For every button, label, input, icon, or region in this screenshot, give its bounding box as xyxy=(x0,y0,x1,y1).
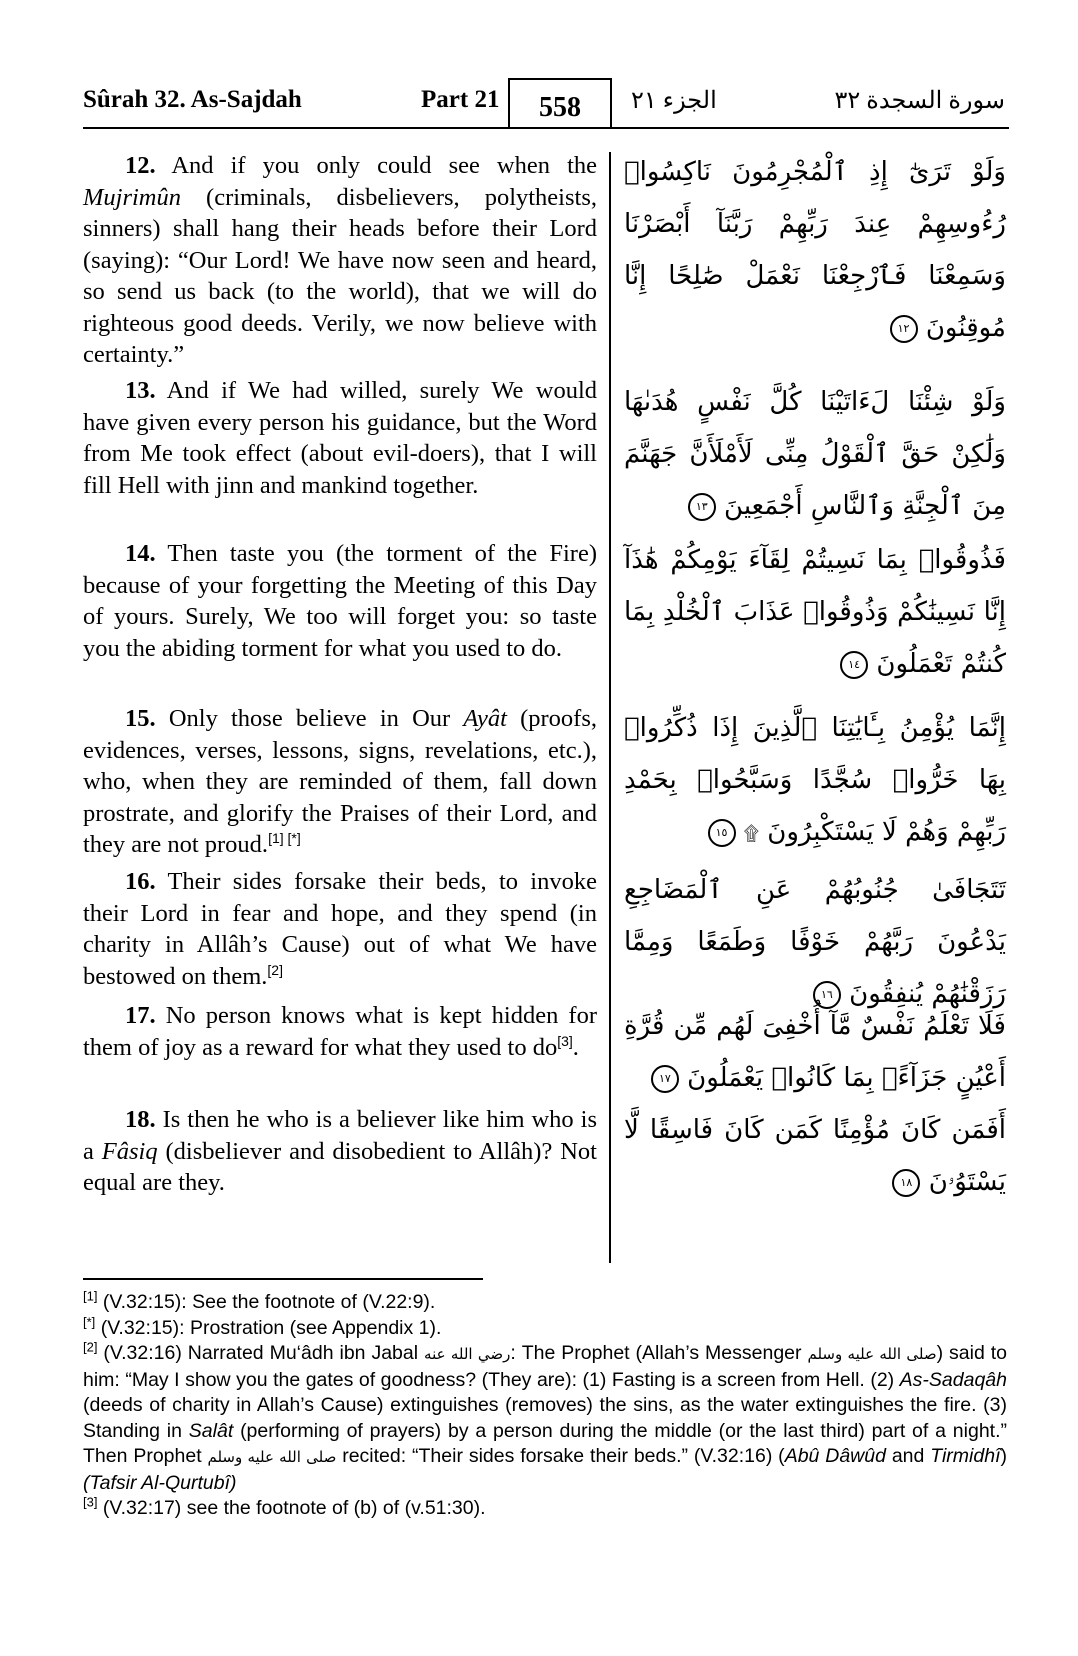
footnote-text: (deeds of charity in Allah’s Cause) extinguishes (removes) the sins, as the water extinguishes the fire. (3) Standing in xyxy=(83,1394,1007,1442)
footnote-text: and xyxy=(885,1445,931,1467)
verse-17-ar xyxy=(624,1000,1006,1104)
surah-title-en: Sûrah 32. As-Sajdah xyxy=(83,86,302,113)
footnote-ref[interactable]: [2] xyxy=(267,961,283,978)
verse-15-ar xyxy=(624,702,1006,859)
arabic-honorific: صلى الله عليه وسلم xyxy=(807,1345,937,1363)
footnote-term: Tirmidhî xyxy=(930,1445,1001,1467)
column-divider xyxy=(609,152,611,1263)
arabic-text: أَفَمَن كَانَ مُؤْمِنًا كَمَن كَانَ فَاسِقًا لَّا يَسْتَوُۥنَ xyxy=(624,1115,1006,1197)
verse-13-en xyxy=(83,375,597,501)
footnote-text: (V.32:15): See the footnote of (V.22:9). xyxy=(97,1291,436,1313)
arabic-text: وَلَوْ شِئْنَا لَءَاتَيْنَا كُلَّ نَفْسٍ هُدَىٰهَا وَلَٰكِنْ حَقَّ ٱلْقَوْلُ مِنِّى لَأَمْلَأَنَّ جَهَنَّمَ مِنَ ٱلْجِنَّةِ وَٱلنَّاسِ أَجْمَعِينَ xyxy=(624,387,1006,521)
header-rule xyxy=(83,127,1009,129)
footnote-term: Salât xyxy=(188,1419,234,1442)
ayah-marker: ١٤ xyxy=(840,651,868,679)
arabic-text: فَلَا تَعْلَمُ نَفْسٌ مَّآ أُخْفِىَ لَهُم مِّن قُرَّةِ أَعْيُنٍ جَزَآءًۢ بِمَا كَانُوا۟ يَعْمَلُونَ xyxy=(624,1011,1006,1093)
ayah-marker: ١٦ xyxy=(813,981,841,1009)
verse-text: Only those believe in Our xyxy=(155,705,464,732)
arabic-text: إِنَّمَا يُؤْمِنُ بِـَٔايَٰتِنَا ٱلَّذِينَ إِذَا ذُكِّرُوا۟ بِهَا خَرُّوا۟ سُجَّدًا وَسَبَّحُوا۟ بِحَمْدِ رَبِّهِمْ وَهُمْ لَا يَسْتَكْبِرُونَ xyxy=(624,713,1006,847)
surah-title-ar: سورة السجدة ٣٢ xyxy=(834,88,1005,114)
sajdah-marker: ۩ xyxy=(743,821,759,845)
verse-14-en xyxy=(83,538,597,664)
verse-14-ar xyxy=(624,534,1006,690)
verse-text: (criminals, disbelievers, polytheists, sinners) shall hang their heads before their Lord (saying): “Our Lord! We have now seen and heard, so send us back (to the world), that we will do righteous good deeds. Verily, we now believe with certainty.” xyxy=(83,183,597,368)
ayah-marker: ١٢ xyxy=(890,315,918,343)
footnote-ref[interactable]: [3] xyxy=(557,1032,573,1049)
verse-term: Fâsiq xyxy=(101,1137,158,1165)
footnote-term: As-Sadaqâh xyxy=(899,1368,1007,1391)
verse-text: . xyxy=(572,1033,579,1061)
verse-text: (proofs, evidences, verses, lessons, signs, revelations, etc.), who, when they are reminded of them, fall down prostrate, and glorify the Praises of their Lord, and they are not proud. xyxy=(83,705,597,858)
verse-number: 14. xyxy=(125,540,156,567)
verse-13-ar xyxy=(624,376,1006,532)
ayah-marker: ١٣ xyxy=(688,493,716,521)
footnote-term: (Tafsir Al-Qurtubî) xyxy=(83,1471,237,1494)
verse-12-en xyxy=(83,150,597,371)
page-number: 558 xyxy=(508,78,612,128)
verse-16-ar xyxy=(624,864,1006,1020)
footnote-marker: [*] xyxy=(83,1314,96,1329)
verse-text: And if you only could see when the xyxy=(155,152,597,179)
verse-18-en xyxy=(83,1104,597,1199)
footnote-rule xyxy=(83,1278,483,1280)
arabic-text: تَتَجَافَىٰ جُنُوبُهُمْ عَنِ ٱلْمَضَاجِعِ يَدْعُونَ رَبَّهُمْ خَوْفًا وَطَمَعًا وَمِمَّا رَزَقْنَٰهُمْ يُنفِقُونَ xyxy=(624,875,1006,1009)
verse-text: (disbeliever and disobedient to Allâh)? Not equal are they. xyxy=(83,1137,597,1196)
footnote-text: (V.32:16) Narrated Mu‘âdh ibn Jabal xyxy=(97,1342,425,1364)
footnote-text: (performing of prayers) by a person during the middle (or the last third) part of a night.” Then Prophet xyxy=(83,1419,1007,1467)
footnote-marker: [2] xyxy=(83,1339,98,1355)
footnote-text: ) said to him: “May I show you the gates of goodness? (They are): (1) Fasting is a screen from Hell. (2) xyxy=(83,1342,1007,1391)
part-label-en: Part 21 xyxy=(421,86,500,113)
verse-number: 17. xyxy=(125,1002,156,1029)
footnote-text: : The Prophet (Allah’s Messenger xyxy=(510,1342,808,1364)
footnote-2 xyxy=(83,1341,1007,1496)
verse-text: Their sides forsake their beds, to invoke their Lord in fear and hope, and they spend (in charity in Allâh’s Cause) out of what We have bestowed on them. xyxy=(83,868,597,990)
footnote-text: recited: “Their sides forsake their beds.” (V.32:16) ( xyxy=(336,1445,785,1467)
footnote-3 xyxy=(83,1496,1007,1522)
verse-17-en xyxy=(83,1000,597,1063)
footnote-text: (V.32:15): Prostration (see Appendix 1). xyxy=(95,1316,442,1339)
verse-18-ar xyxy=(624,1104,1006,1208)
verse-15-en xyxy=(83,703,597,861)
arabic-honorific: صلى الله عليه وسلم xyxy=(207,1448,337,1466)
footnote-text: (V.32:17) see the footnote of (b) of (v.51:30). xyxy=(97,1497,486,1519)
footnote-text: ) xyxy=(1000,1445,1007,1467)
verse-number: 15. xyxy=(125,705,156,732)
footnote-ref[interactable]: [1] [*] xyxy=(268,829,301,846)
footnote-marker: [3] xyxy=(83,1494,98,1510)
verse-text: And if We had willed, surely We would have given every person his guidance, but the Word from Me took effect (about evil-doers), that I will fill Hell with jinn and mankind together. xyxy=(83,377,597,499)
ayah-marker: ١٨ xyxy=(892,1169,920,1197)
arabic-text: فَذُوقُوا۟ بِمَا نَسِيتُمْ لِقَآءَ يَوْمِكُمْ هَٰذَآ إِنَّا نَسِينَٰكُمْ وَذُوقُوا۟ عَذَابَ ٱلْخُلْدِ بِمَا كُنتُمْ تَعْمَلُونَ xyxy=(624,545,1006,679)
verse-16-en xyxy=(83,866,597,992)
verse-12-ar xyxy=(624,146,1006,354)
footnote-marker: [1] xyxy=(83,1288,98,1304)
footnote-1 xyxy=(83,1290,1007,1316)
ayah-marker: ١٥ xyxy=(708,819,736,847)
verse-number: 13. xyxy=(125,377,156,404)
verse-text: Then taste you (the torment of the Fire) because of your forgetting the Meeting of this Day of yours. Surely, We too will forget you: so taste you the abiding torment for what you used to do. xyxy=(83,540,597,662)
verse-number: 12. xyxy=(125,152,156,179)
verse-text: Is then he who is a believer like him who is a xyxy=(83,1106,597,1165)
verse-text: No person knows what is kept hidden for them of joy as a reward for what they used to do xyxy=(83,1002,597,1061)
page-header xyxy=(83,78,1007,128)
arabic-honorific: رضي الله عنه xyxy=(424,1345,511,1363)
footnote-prostration xyxy=(83,1316,1007,1342)
verse-number: 18. xyxy=(125,1106,156,1133)
verse-term: Ayât xyxy=(463,705,507,732)
verse-term: Mujrimûn xyxy=(83,183,181,211)
footnotes xyxy=(83,1290,1007,1522)
footnote-term: Abû Dâwûd xyxy=(784,1445,886,1467)
arabic-text: وَلَوْ تَرَىٰٓ إِذِ ٱلْمُجْرِمُونَ نَاكِسُوا۟ رُءُوسِهِمْ عِندَ رَبِّهِمْ رَبَّنَآ أَبْصَرْنَا وَسَمِعْنَا فَٱرْجِعْنَا نَعْمَلْ صَٰلِحًا إِنَّا مُوقِنُونَ xyxy=(624,157,1006,343)
ayah-marker: ١٧ xyxy=(651,1065,679,1093)
part-label-ar: الجزء ٢١ xyxy=(631,88,717,114)
verse-number: 16. xyxy=(125,868,156,895)
